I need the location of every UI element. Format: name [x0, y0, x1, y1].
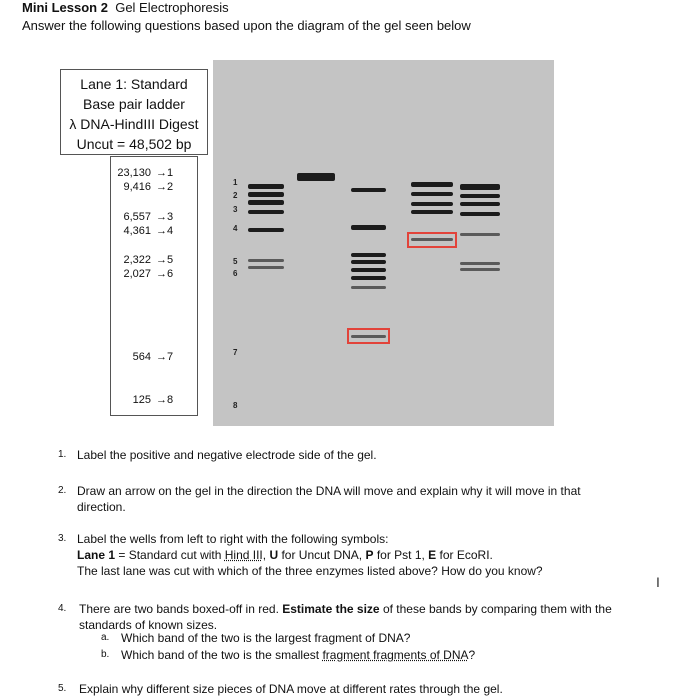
question-3 — [77, 531, 543, 579]
question-5: Explain why different size pieces of DNA move at different rates through the gel. — [79, 682, 503, 696]
ladder-entry: 564 →7 — [132, 351, 174, 363]
gel-image — [213, 60, 554, 426]
ladder-entry: 9,416 →2 — [123, 181, 174, 193]
gel-band — [351, 253, 386, 257]
gel-band — [351, 268, 386, 272]
gel-band — [351, 286, 386, 289]
ladder-sizes-box — [110, 156, 198, 416]
gel-band — [248, 228, 284, 232]
gel-band — [460, 194, 500, 198]
gel-band — [411, 192, 453, 196]
sub-question-letter: a. — [101, 632, 110, 643]
instructions: Answer the following questions based upon the diagram of the gel seen below — [22, 18, 471, 33]
gel-band — [460, 268, 500, 271]
lesson-label: Mini Lesson 2 — [22, 0, 108, 15]
question-3-line-3: The last lane was cut with which of the three enzymes listed above? How do you know? — [77, 564, 543, 578]
legend-line-4: Uncut = 48,502 bp — [76, 136, 192, 152]
gel-band-number: 3 — [233, 205, 238, 214]
gel-band-number: 2 — [233, 191, 238, 200]
gel-band — [460, 233, 500, 236]
gel-band — [248, 200, 284, 205]
question-2-line-2: direction. — [77, 500, 126, 514]
gel-band — [351, 188, 386, 192]
gel-band-number: 6 — [233, 269, 238, 278]
ladder-entry: 6,557 →3 — [123, 211, 174, 223]
question-number: 4. — [58, 603, 67, 614]
gel-band — [248, 210, 284, 214]
gel-band — [248, 266, 284, 269]
legend-line-2: Base pair ladder — [83, 96, 185, 112]
question-4b: Which band of the two is the smallest fragment fragments of DNA? — [121, 648, 476, 662]
red-highlight-box — [407, 232, 457, 248]
ladder-entry: 125 →8 — [132, 394, 174, 406]
lesson-topic: Gel Electrophoresis — [115, 0, 229, 15]
gel-band — [460, 202, 500, 206]
gel-band — [411, 182, 453, 187]
ladder-entry: 2,322 →5 — [123, 254, 174, 266]
question-number: 1. — [58, 449, 67, 460]
sub-question-letter: b. — [101, 649, 110, 660]
gel-band — [351, 225, 386, 230]
legend-box — [60, 69, 208, 155]
question-4-line-1: There are two bands boxed-off in red. Estimate the size of these bands by comparing them with the — [79, 602, 612, 616]
lesson-title — [22, 0, 229, 15]
red-highlight-box — [347, 328, 390, 344]
gel-band-number: 1 — [233, 178, 238, 187]
gel-band-number: 4 — [233, 224, 238, 233]
question-1: Label the positive and negative electrode side of the gel. — [77, 448, 377, 462]
text-cursor-icon: I — [656, 574, 660, 590]
ladder-entry: 2,027 →6 — [123, 268, 174, 280]
gel-band-number: 5 — [233, 257, 238, 266]
gel-band — [460, 262, 500, 265]
gel-band — [248, 192, 284, 197]
gel-band — [351, 260, 386, 264]
gel-band — [248, 259, 284, 262]
question-4-line-2: standards of known sizes. — [79, 618, 218, 632]
question-3-line-1: Label the wells from left to right with the following symbols: — [77, 532, 389, 546]
gel-band — [460, 212, 500, 216]
question-4a: Which band of the two is the largest fragment of DNA? — [121, 631, 411, 645]
gel-band — [351, 276, 386, 280]
question-3-line-2: Lane 1 = Standard cut with Hind III, U for Uncut DNA, P for Pst 1, E for EcoRI. — [77, 548, 493, 562]
gel-band — [411, 202, 453, 206]
question-number: 5. — [58, 683, 67, 694]
question-2 — [77, 483, 581, 515]
legend-line-3: λ DNA-HindIII Digest — [69, 116, 199, 132]
gel-band — [411, 210, 453, 214]
gel-band-number: 8 — [233, 401, 238, 410]
question-number: 2. — [58, 485, 67, 496]
gel-band-number: 7 — [233, 348, 238, 357]
gel-band — [297, 173, 335, 181]
ladder-entry: 23,130 →1 — [117, 167, 174, 179]
ladder-entry: 4,361 →4 — [123, 225, 174, 237]
gel-band — [248, 184, 284, 189]
question-2-line-1: Draw an arrow on the gel in the direction the DNA will move and explain why it will move in that — [77, 484, 581, 498]
legend-line-1: Lane 1: Standard — [80, 76, 188, 92]
question-number: 3. — [58, 533, 67, 544]
question-4 — [79, 601, 612, 633]
gel-band — [460, 184, 500, 190]
